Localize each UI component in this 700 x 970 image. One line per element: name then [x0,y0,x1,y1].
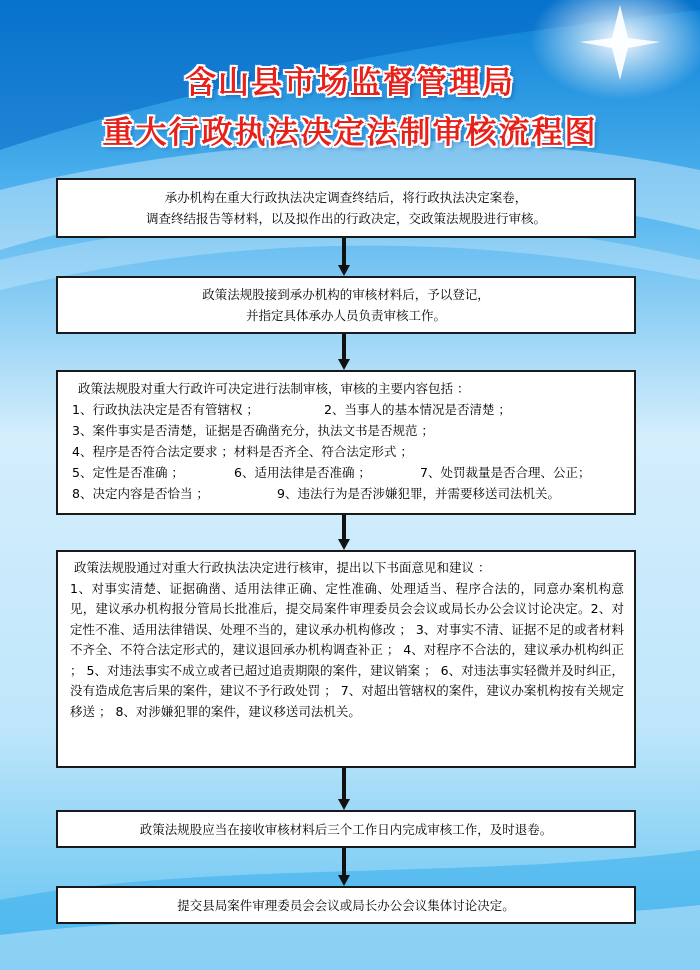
review-item-4: 4、程序是否符合法定要求 ；材料是否齐全、符合法定形式 ； [72,444,413,459]
title-line-2: 重大行政执法决定法制审核流程图 [102,115,598,151]
step-3-row-1 [72,399,624,420]
step-5-box [56,810,636,848]
step-1-line-2: 调查终结报告等材料，以及拟作出的行政决定，交政策法规股进行审核。 [145,211,546,226]
arrow-down-icon [338,848,350,886]
arrow-down-icon [338,768,350,810]
step-3-box [56,370,636,515]
step-2-line-2: 并指定具体承办人员负责审核工作。 [245,308,446,323]
arrow-down-icon [338,334,350,370]
arrow-down-icon [338,515,350,550]
title-line-1: 含山县市场监督管理局 [185,65,515,101]
step-4-body: 1、对事实清楚、证据确凿、适用法律正确、定性准确、处理适当、程序合法的，同意办案机构意见，建议承办机构报分管局长批准后，提交局案件审理委员会会议或局长办公会议讨论决定。2、对定性不准、适用法律错误、处理不当的，建议承办机构修改 ； 3、对事实不清、证据不足的或者材料不齐全、不符合法定形式的，建议退回承办机构调查补正 ； 4、对程序不合法的，建议承办机构纠正 ； 5、对违法事实不成立或者已超过追责期限的案件，建议销案 ； 6、对违法事实轻微并及时纠正，没有造成危害后果的案件，建议不予行政处罚 ； 7、对超出管辖权的案件，建议办案机构按有关规定移送 ； 8、对涉嫌犯罪的案件，建议移送司法机关。 [70,580,624,719]
review-item-3: 3、案件事实是否清楚，证据是否确凿充分，执法文书是否规范 ； [72,423,434,438]
step-3-intro: 政策法规股对重大行政许可决定进行法制审核，审核的主要内容包括 ： [78,381,470,396]
review-item-7: 7、处罚裁量是否合理、公正； [420,465,591,480]
step-6-line-1: 提交县局案件审理委员会会议或局长办公会议集体讨论决定。 [177,897,515,913]
review-item-1: 1、行政执法决定是否有管辖权 ； [72,402,259,417]
review-item-6: 6、适用法律是否准确 ； [234,465,371,480]
step-3-row-4 [72,462,624,483]
step-4-intro: 政策法规股通过对重大行政执法决定进行核审，提出以下书面意见和建议 ： [74,560,491,575]
step-1-box [56,178,636,238]
review-item-9: 9、违法行为是否涉嫌犯罪，并需要移送司法机关。 [277,486,560,501]
step-1-line-1: 承办机构在重大行政执法决定调查终结后，将行政执法决定案卷， [164,190,528,205]
step-4-box [56,550,636,768]
review-item-5: 5、定性是否准确 ； [72,465,184,480]
step-6-box [56,886,636,924]
arrow-down-icon [338,238,350,276]
step-2-line-1: 政策法规股接到承办机构的审核材料后，予以登记， [202,287,490,302]
step-2-box [56,276,636,334]
step-3-row-2 [72,420,624,441]
step-3-row-5 [72,483,624,504]
review-item-8: 8、决定内容是否恰当 ； [72,486,209,501]
review-item-2: 2、当事人的基本情况是否清楚 ； [324,402,511,417]
step-3-row-3 [72,441,624,462]
step-5-line-1: 政策法规股应当在接收审核材料后三个工作日内完成审核工作，及时退卷。 [139,821,553,837]
